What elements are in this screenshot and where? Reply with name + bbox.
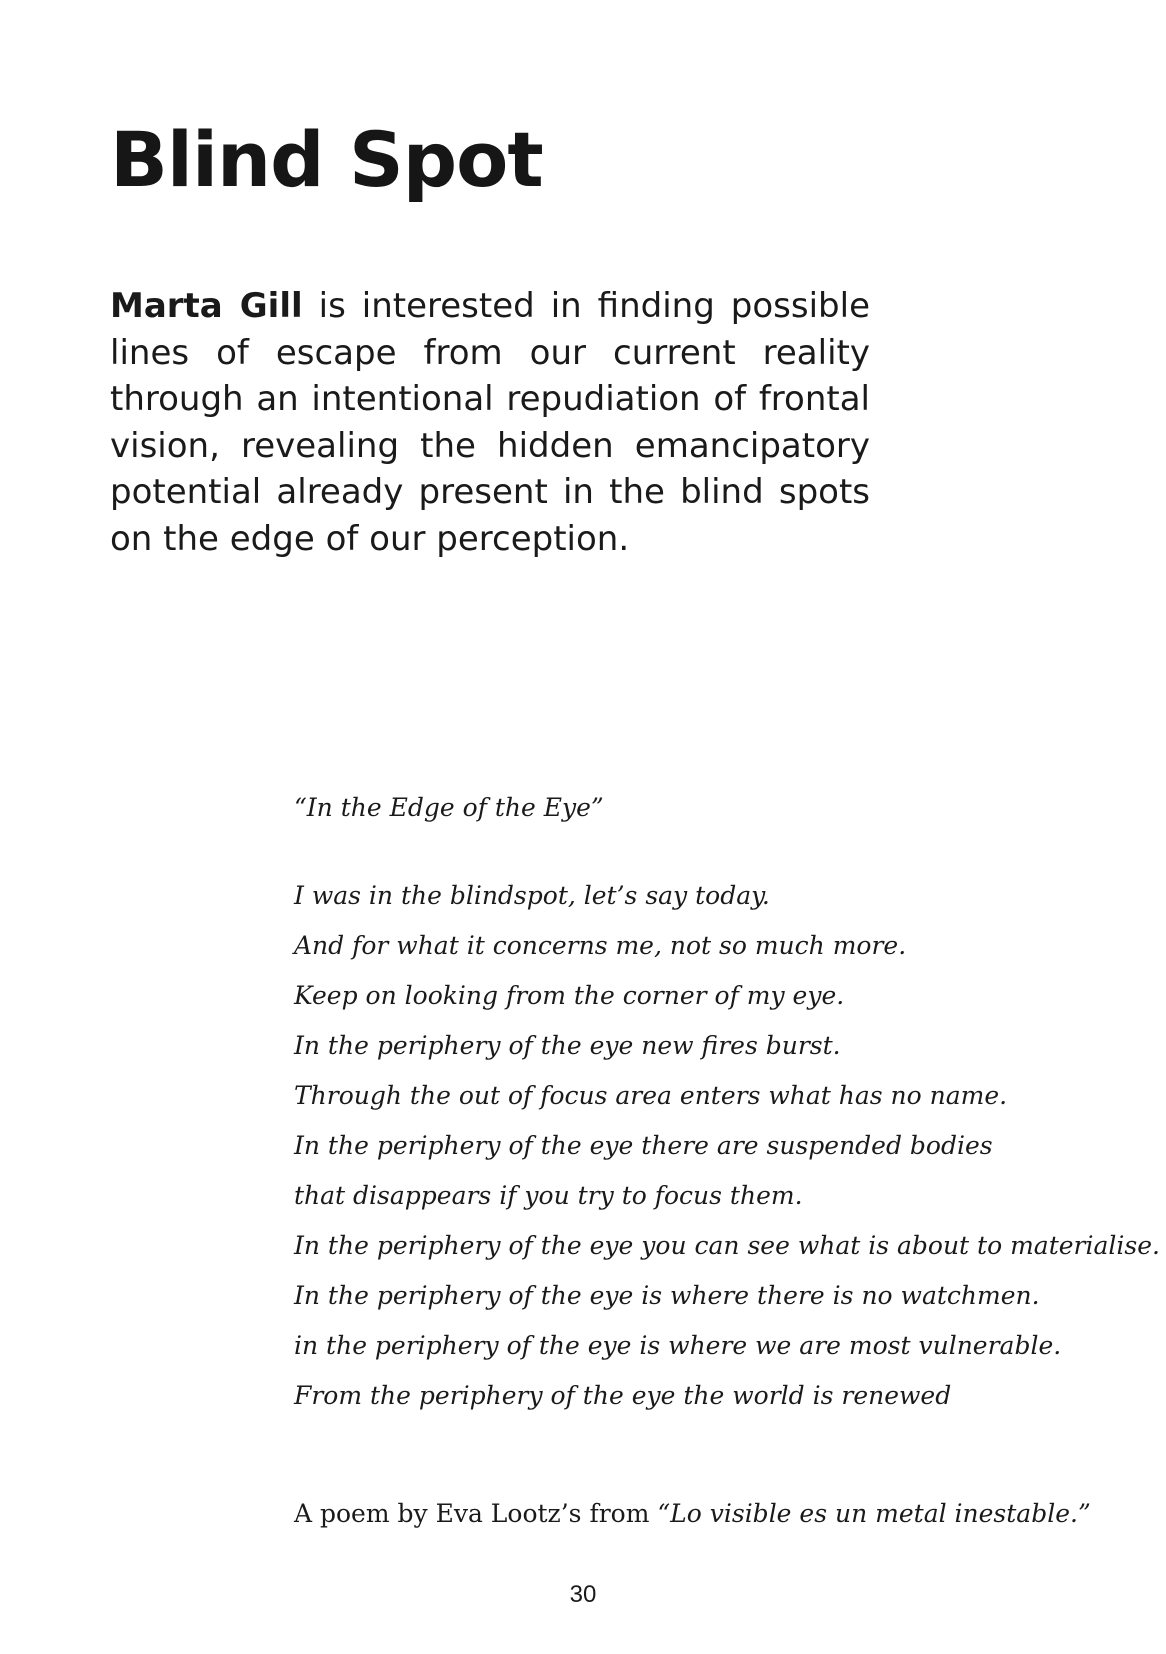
attribution-source: “Lo visible es un metal inestable.” (657, 1499, 1091, 1528)
page-number: 30 (569, 1581, 597, 1608)
poem-line: that disappears if you try to focus them. (294, 1181, 803, 1210)
poem-lines (294, 878, 1160, 1428)
author-name: Marta Gill (110, 286, 303, 326)
poem-attribution (294, 1496, 1091, 1532)
poem-line: in the periphery of the eye is where we are most vulnerable. (294, 1331, 1062, 1360)
poem-line: Through the out of focus area enters what has no name. (294, 1081, 1008, 1110)
poem-line: In the periphery of the eye new fires burst. (294, 1031, 841, 1060)
poem-line: Keep on looking from the corner of my eye. (294, 981, 845, 1010)
poem-line: In the periphery of the eye you can see what is about to materialise. (294, 1231, 1160, 1260)
poem-line: From the periphery of the eye the world is renewed (294, 1381, 952, 1410)
intro-text: is interested in finding possible lines of escape from our current reality through an intentional repudiation of frontal vision, revealing the hidden emancipatory potential already present in the blind spots on the edge of our perception. (110, 286, 870, 559)
attribution-prefix: A poem by Eva Lootz’s from (294, 1499, 658, 1528)
intro-paragraph (110, 283, 870, 562)
poem-line: I was in the blindspot, let’s say today. (294, 881, 770, 910)
poem-line: In the periphery of the eye is where there is no watchmen. (294, 1281, 1040, 1310)
poem (294, 790, 1160, 1428)
poem-title: “In the Edge of the Eye” (294, 793, 604, 822)
poem-line: In the periphery of the eye there are suspended bodies (294, 1131, 993, 1160)
poem-line: And for what it concerns me, not so much more. (294, 931, 907, 960)
page-title: Blind Spot (110, 115, 543, 204)
